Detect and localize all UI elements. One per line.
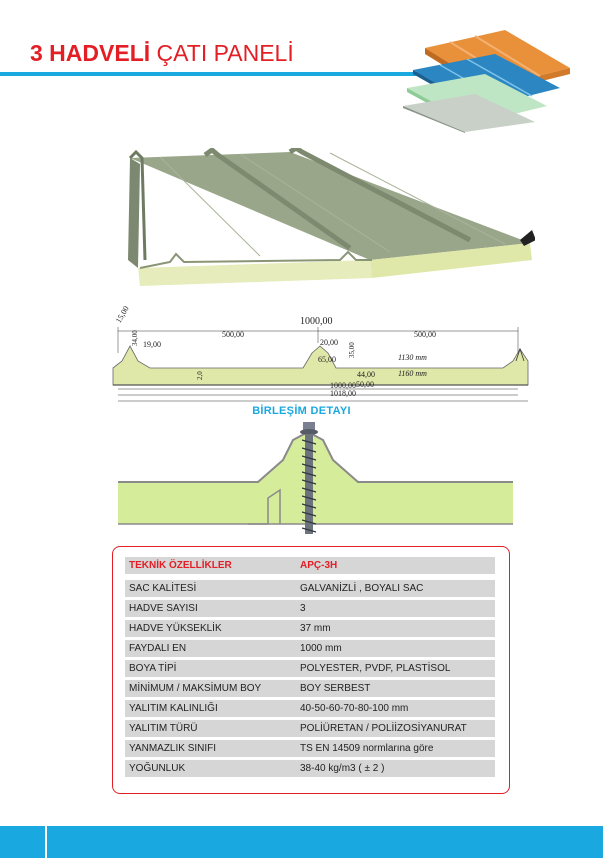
row-value: 38-40 kg/m3 ( ± 2 ): [300, 763, 385, 774]
dim-65: 65,00: [318, 355, 336, 364]
row-label: MİNİMUM / MAKSİMUM BOY: [129, 683, 262, 694]
spec-header-value: APÇ-3H: [300, 560, 338, 571]
row-value: BOY SERBEST: [300, 683, 371, 694]
dim-35: 35,00: [348, 342, 356, 358]
row-label: YOĞUNLUK: [129, 763, 186, 774]
joint-detail-title: BİRLEŞİM DETAYI: [252, 405, 351, 417]
table-row: [125, 700, 495, 717]
footer-divider: [45, 826, 47, 858]
row-value: 1000 mm: [300, 643, 342, 654]
footer-bar: [0, 826, 603, 858]
table-row: [125, 660, 495, 677]
row-label: YANMAZLIK SINIFI: [129, 743, 217, 754]
page-title-bold: 3 HADVELİ: [30, 40, 151, 66]
row-value: 40-50-60-70-80-100 mm: [300, 703, 409, 714]
dim-1000: 1000,00: [300, 316, 333, 327]
page-title: [30, 40, 294, 67]
table-row: [125, 580, 495, 597]
row-label: SAC KALİTESİ: [129, 583, 197, 594]
row-label: YALITIM TÜRÜ: [129, 723, 198, 734]
row-label: FAYDALI EN: [129, 643, 187, 654]
table-row: [125, 620, 495, 637]
dim-50: 50,00: [356, 380, 374, 389]
dim-20: 20,00: [320, 338, 338, 347]
table-row: [125, 720, 495, 737]
row-value: TS EN 14509 normlarına göre: [300, 743, 434, 754]
table-row: [125, 760, 495, 777]
dim-1018: 1018,00: [330, 389, 356, 398]
table-row: [125, 640, 495, 657]
dim-r: 2,0: [196, 371, 204, 380]
exploded-panel-illustration: [395, 28, 580, 133]
row-label: YALITIM KALINLIĞI: [129, 703, 218, 714]
spec-header-row: [125, 557, 495, 574]
table-row: [125, 600, 495, 617]
row-value: GALVANİZLİ , BOYALI SAC: [300, 583, 424, 594]
title-underline: [0, 72, 430, 76]
dim-1000-b: 1000,00: [330, 381, 356, 390]
dim-1160: 1160 mm: [398, 369, 427, 378]
row-value: 3: [300, 603, 306, 614]
technical-spec-table: [112, 546, 510, 794]
dim-1130: 1130 mm: [398, 353, 427, 362]
row-value: POLİÜRETAN / POLİİZOSİYANURAT: [300, 723, 467, 734]
dim-15: 15,00: [114, 304, 131, 325]
row-value: POLYESTER, PVDF, PLASTİSOL: [300, 663, 451, 674]
row-value: 37 mm: [300, 623, 331, 634]
dim-44: 44,00: [357, 370, 375, 379]
dim-19: 19,00: [143, 340, 161, 349]
joint-detail-drawing: [118, 420, 513, 540]
table-row: [125, 680, 495, 697]
page-title-light: ÇATI PANELİ: [150, 40, 294, 66]
row-label: HADVE YÜKSEKLİK: [129, 623, 222, 634]
spec-header-label: TEKNİK ÖZELLİKLER: [129, 560, 232, 571]
dim-34: 34,00: [131, 330, 139, 346]
row-label: BOYA TİPİ: [129, 663, 177, 674]
row-label: HADVE SAYISI: [129, 603, 198, 614]
roof-panel-3d-image: [110, 148, 535, 298]
table-row: [125, 740, 495, 757]
dim-500-right: 500,00: [414, 330, 436, 339]
dim-500-left: 500,00: [222, 330, 244, 339]
